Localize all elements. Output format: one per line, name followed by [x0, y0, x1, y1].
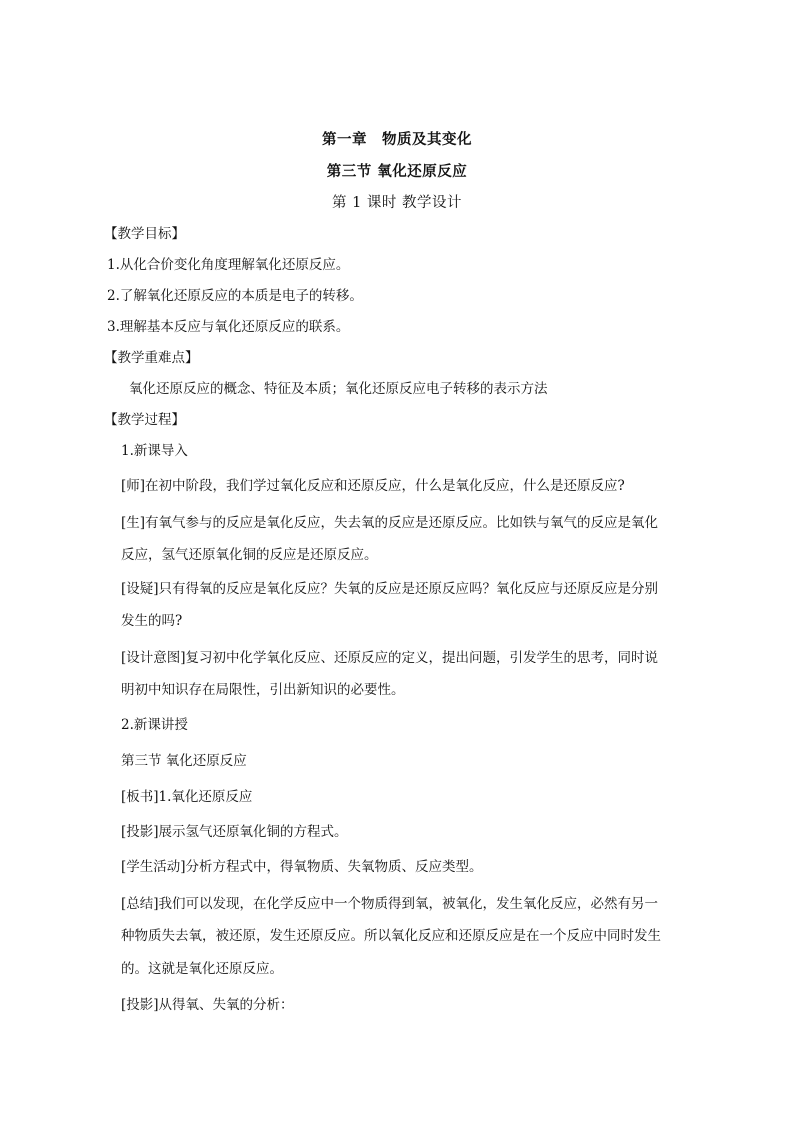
- projection-note-1: [投影]展示氢气还原氧化铜的方程式。: [121, 824, 348, 840]
- summary-line-1: [总结]我们可以发现，在化学反应中一个物质得到氧，被氧化，发生氧化反应，必然有另一: [121, 896, 659, 912]
- board-note: [板书]1.氧化还原反应: [121, 789, 253, 805]
- question-line-2: 发生的吗?: [121, 613, 183, 629]
- key-points-heading: 【教学重难点】: [104, 350, 199, 366]
- teacher-question: [师]在初中阶段，我们学过氧化反应和还原反应，什么是氧化反应，什么是还原反应?: [121, 478, 625, 494]
- section-name: 第三节 氧化还原反应: [121, 753, 247, 769]
- new-lesson-title: 2.新课讲授: [121, 717, 188, 733]
- process-heading: 【教学过程】: [104, 412, 185, 428]
- chapter-title: 第一章 物质及其变化: [322, 132, 472, 148]
- intro-title: 1.新课导入: [121, 443, 188, 459]
- student-activity: [学生活动]分析方程式中，得氧物质、失氧物质、反应类型。: [121, 859, 483, 875]
- summary-line-2: 种物质失去氧，被还原，发生还原反应。所以氧化反应和还原反应是在一个反应中同时发生: [121, 928, 661, 944]
- design-intent-line-1: [设计意图]复习初中化学氧化反应、还原反应的定义，提出问题，引发学生的思考，同时说: [121, 650, 659, 666]
- summary-line-3: 的。这就是氧化还原反应。: [121, 961, 283, 977]
- student-answer-line-2: 反应，氢气还原氧化铜的反应是还原反应。: [121, 547, 378, 563]
- section-title: 第三节 氧化还原反应: [326, 164, 468, 180]
- projection-note-2: [投影]从得氧、失氧的分析：: [121, 997, 294, 1013]
- objectives-heading: 【教学目标】: [104, 226, 185, 242]
- design-intent-line-2: 明初中知识存在局限性，引出新知识的必要性。: [121, 682, 405, 698]
- student-answer-line-1: [生]有氧气参与的反应是氧化反应，失去氧的反应是还原反应。比如铁与氧气的反应是氧化: [121, 515, 659, 531]
- lesson-title: 第 1 课时 教学设计: [331, 195, 463, 211]
- objective-item-3: 3.理解基本反应与氧化还原反应的联系。: [107, 319, 350, 335]
- objective-item-2: 2.了解氧化还原反应的本质是电子的转移。: [107, 288, 363, 304]
- key-points-text: 氧化还原反应的概念、特征及本质；氧化还原反应电子转移的表示方法: [129, 381, 548, 397]
- objective-item-1: 1.从化合价变化角度理解氧化还原反应。: [107, 257, 350, 273]
- question-line-1: [设疑]只有得氧的反应是氧化反应？失氧的反应是还原反应吗？氧化反应与还原反应是分别: [121, 581, 659, 597]
